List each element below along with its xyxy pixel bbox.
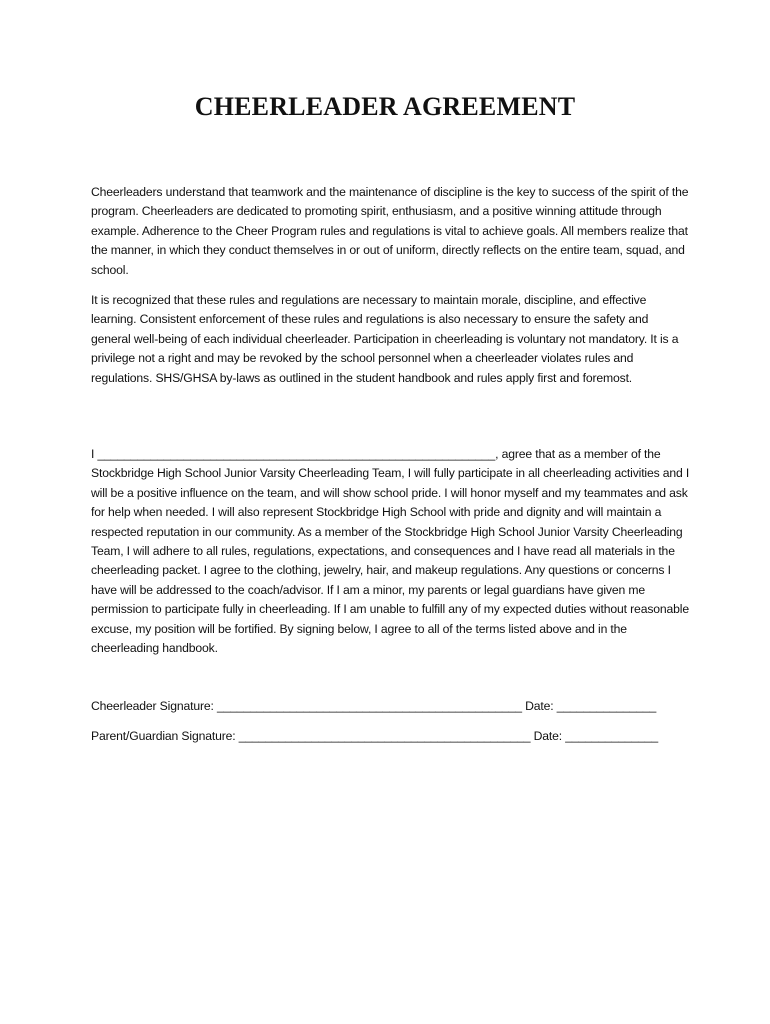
paragraph-rules-regulations: It is recognized that these rules and regulations are necessary to maintain morale, discipline, and effective learning. Consistent enforcement of these rules and regulations is also necessary to ensure the safety and general well-being of each individual cheerleader. Participation in cheerleading is voluntary not mandatory. It is a privilege not a right and may be revoked by the school personnel when a cheerleader violates rules and regulations. SHS/GHSA by-laws as outlined in the student handbook and rules apply first and foremost. <box>91 293 679 385</box>
paragraph-agreement-statement: I ____________________________________________________________, agree that as a member of the Stockbridge High School Junior Varsity Cheerleading Team, I will fully participate in all cheerleading activities and I will be a positive influence on the team, and will show school pride. I will honor myself and my teammates and ask for help when needed. I will also represent Stockbridge High School with pride and dignity and will maintain a respected reputation in our community. As a member of the Stockbridge High School Junior Varsity Cheerleading Team, I will adhere to all rules, regulations, expectations, and consequences and I have read all materials in the cheerleading packet. I agree to the clothing, jewelry, hair, and makeup regulations. Any questions or concerns I have will be addressed to the coach/advisor. If I am a minor, my parents or legal guardians have given me permission to participate fully in cheerleading. If I am unable to fulfill any of my expected duties without reasonable excuse, my position will be fortified. By signing below, I agree to all of the terms listed above and in the cheerleading handbook. <box>91 447 690 656</box>
cheerleader-signature-line: Cheerleader Signature: ______________________________________________ Date: _______________ <box>91 699 657 713</box>
document-title: CHEERLEADER AGREEMENT <box>194 92 576 121</box>
paragraph-team-discipline: Cheerleaders understand that teamwork and the maintenance of discipline is the key to success of the spirit of the program. Cheerleaders are dedicated to promoting spirit, enthusiasm, and a positive winning attitude through example. Adherence to the Cheer Program rules and regulations is vital to achieve goals. All members realize that the manner, in which they conduct themselves in or out of uniform, directly reflects on the entire team, squad, and school. <box>91 185 689 277</box>
parent-signature-line: Parent/Guardian Signature: ____________________________________________ Date: ______________ <box>91 729 658 743</box>
